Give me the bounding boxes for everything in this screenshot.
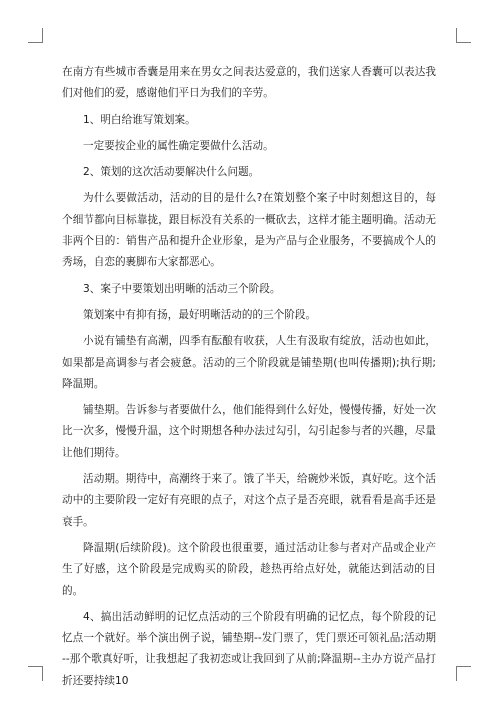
paragraph: 一定要按企业的属性确定要做什么活动。: [83, 139, 274, 152]
crop-mark-top-left: [28, 28, 43, 43]
document-body: [62, 62, 436, 697]
crop-mark-bottom-left: [28, 666, 43, 681]
heading-item-4: 4、搞出活动鲜明的记忆点活动的三个阶段有明确的记忆点，每个阶段的记忆点一个就好。举个演出例子说，铺垫期--发门票了，凭门票还可领礼品;活动期 --那个歌真好听，让我想起了我初恋或让我回到了从前;降温期--主办方说产品打折还要持续10: [62, 610, 436, 687]
paragraph: 小说有铺垫有高潮，四季有酝酿有收获，人生有汲取有绽放，活动也如此，如果都是高调参与者会疲惫。活动的三个阶段就是铺垫期(也叫传播期);执行期;降温期。: [62, 335, 436, 390]
paragraph: 策划案中有抑有扬，最好明晰活动的的三个阶段。: [83, 308, 317, 321]
paragraph: 降温期(后续阶段)。这个阶段也很重要，通过活动让参与者对产品或企业产生了好感，这个阶段是完成购买的阶段，趁热再给点好处，就能达到活动的目的。: [62, 541, 436, 597]
paragraph: 活动期。期待中，高潮终于来了。饿了半天，给碗炒米饭，真好吃。这个活动中的主要阶段一定好有亮眼的点子，对这个点子是否亮眼，就看看是高手还是衰手。: [62, 473, 436, 528]
paragraph: 在南方有些城市香囊是用来在男女之间表达爱意的，我们送家人香囊可以表达我们对他们的爱，感谢他们平日为我们的辛劳。: [62, 66, 436, 100]
heading-item-1: 1、明白给谁写策划案。: [83, 113, 196, 126]
paragraph: 为什么要做活动，活动的目的是什么?在策划整个案子中时刻想这目的，每个细节都向目标靠拢，跟目标没有关系的一概砍去，这样才能主题明确。活动无非两个目的：销售产品和提升企业形象，是为产品与企业服务，不要搞成个人的秀场，自恋的裹脚布大家都恶心。: [62, 192, 436, 269]
heading-item-2: 2、策划的这次活动要解决什么问题。: [83, 166, 260, 179]
crop-mark-bottom-right: [456, 666, 471, 681]
heading-item-3: 3、案子中要策划出明晰的活动三个阶段。: [83, 282, 281, 295]
crop-mark-top-right: [456, 28, 471, 43]
paragraph: 铺垫期。告诉参与者要做什么，他们能得到什么好处，慢慢传播，好处一次比一次多，慢慢升温，这个时期想各种办法过勾引，勾引起参与者的兴趣，尽量让他们期待。: [62, 404, 436, 459]
